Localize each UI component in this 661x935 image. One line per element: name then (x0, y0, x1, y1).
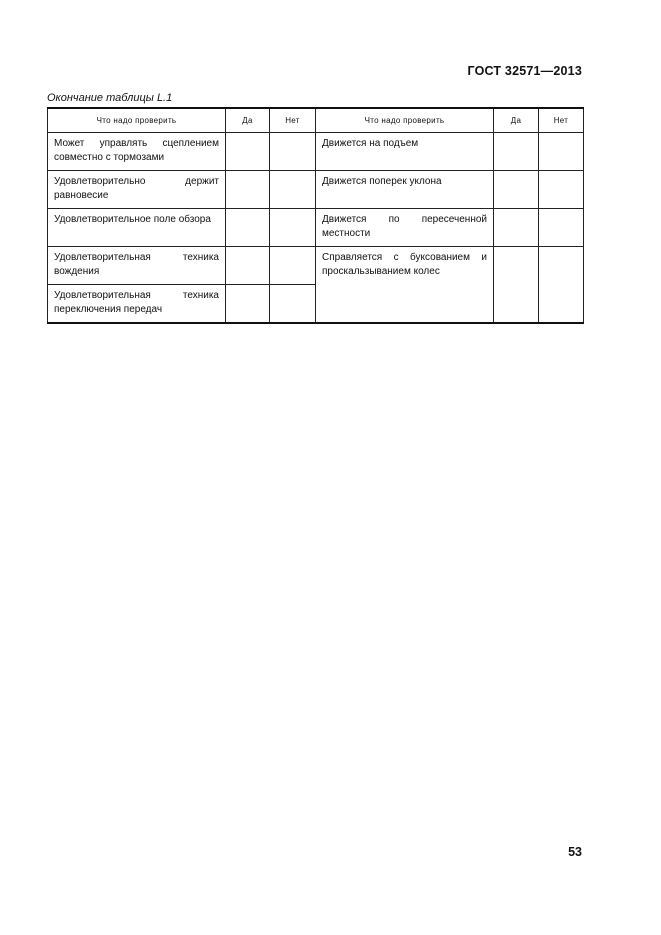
check-item-left: Удовлетворительная техника вождения (48, 247, 226, 285)
check-item-right: Движется поперек уклона (316, 171, 494, 209)
no-checkbox-cell[interactable] (539, 247, 584, 324)
check-item-left: Может управлять сцеплением совместно с тормозами (48, 133, 226, 171)
yes-checkbox-cell[interactable] (494, 209, 539, 247)
column-header-check-right: Что надо проверить (316, 108, 494, 133)
yes-checkbox-cell[interactable] (226, 285, 270, 324)
table-header-row (48, 108, 584, 133)
check-item-left: Удовлетворительная техника переключения передач (48, 285, 226, 324)
yes-checkbox-cell[interactable] (494, 133, 539, 171)
check-item-right: Движется на подъем (316, 133, 494, 171)
no-checkbox-cell[interactable] (270, 285, 316, 324)
yes-checkbox-cell[interactable] (226, 209, 270, 247)
check-item-right: Движется по пересеченной местности (316, 209, 494, 247)
table-row (48, 209, 584, 247)
column-header-no-left: Нет (270, 108, 316, 133)
no-checkbox-cell[interactable] (539, 133, 584, 171)
table-row (48, 133, 584, 171)
yes-checkbox-cell[interactable] (226, 247, 270, 285)
check-item-left: Удовлетворительное поле обзора (48, 209, 226, 247)
yes-checkbox-cell[interactable] (494, 247, 539, 324)
yes-checkbox-cell[interactable] (494, 171, 539, 209)
yes-checkbox-cell[interactable] (226, 171, 270, 209)
table-row (48, 247, 584, 285)
no-checkbox-cell[interactable] (270, 133, 316, 171)
column-header-yes-left: Да (226, 108, 270, 133)
no-checkbox-cell[interactable] (270, 247, 316, 285)
no-checkbox-cell[interactable] (539, 171, 584, 209)
table-row (48, 171, 584, 209)
column-header-no-right: Нет (539, 108, 584, 133)
check-item-right: Справляется с буксованием и проскальзыванием колес (316, 247, 494, 324)
column-header-check-left: Что надо проверить (48, 108, 226, 133)
no-checkbox-cell[interactable] (270, 171, 316, 209)
column-header-yes-right: Да (494, 108, 539, 133)
no-checkbox-cell[interactable] (270, 209, 316, 247)
table-caption: Окончание таблицы L.1 (47, 92, 173, 104)
document-header-standard: ГОСТ 32571—2013 (467, 64, 582, 78)
page-number: 53 (568, 845, 582, 859)
checklist-table (47, 107, 584, 324)
no-checkbox-cell[interactable] (539, 209, 584, 247)
check-item-left: Удовлетворительно держит равновесие (48, 171, 226, 209)
yes-checkbox-cell[interactable] (226, 133, 270, 171)
